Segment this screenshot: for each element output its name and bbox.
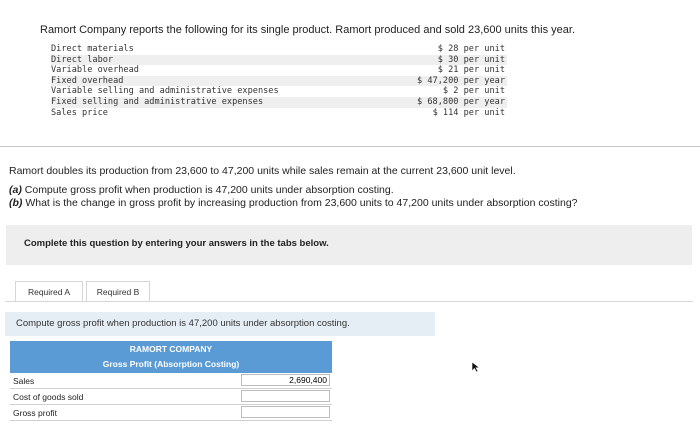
cost-value: $ 47,200 per year [417,75,505,86]
requirement-a [9,184,394,196]
instruction-text: Complete this question by entering your answers in the tabs below. [24,238,329,249]
problem-statement [0,0,700,147]
cost-label: Sales price [51,107,108,118]
requirement-b [9,197,578,209]
statement-row-gross-profit [10,405,332,421]
cost-value: $ 28 per unit [437,44,505,54]
row-label: Cost of goods sold [13,392,84,402]
requirement-text: What is the change in gross profit by increasing production from 23,600 units to 47,200 units under absorption costing? [25,197,578,209]
cost-label: Fixed selling and administrative expenses [51,96,264,107]
prompt-text: Compute gross profit when production is 47,200 units under absorption costing. [16,318,350,329]
cost-label: Variable selling and administrative expenses [51,86,279,97]
gross-profit-input[interactable] [241,406,330,418]
requirement-text: Compute gross profit when production is 47,200 units under absorption costing. [24,184,394,196]
cost-row [51,55,507,66]
row-label: Sales [13,376,35,386]
cost-row [51,86,507,97]
statement-body [10,373,332,421]
mouse-cursor-icon [471,361,481,373]
row-label: Gross profit [13,408,57,418]
cost-value: $ 114 per unit [432,107,505,118]
sales-input[interactable] [241,374,330,386]
statement-row-sales [10,373,332,389]
cost-row [51,97,507,108]
tab-panel [5,301,693,437]
cost-label: Direct labor [51,54,114,65]
prompt-bar [5,312,435,336]
statement-header [10,341,332,373]
scenario-text: Ramort doubles its production from 23,600 to 47,200 units while sales remain at the current 23,600 unit level. [9,165,516,177]
cost-value: $ 68,800 per year [417,96,505,107]
cost-row [51,65,507,76]
cost-label: Variable overhead [51,65,139,76]
statement-row-cogs [10,389,332,405]
cost-row [51,108,507,119]
cost-value: $ 30 per unit [437,54,505,65]
tab-required-a[interactable]: Required A [15,281,83,302]
requirement-key: (a) [9,184,22,196]
requirement-key: (b) [9,197,23,209]
cost-label: Fixed overhead [51,75,124,86]
cogs-input[interactable] [241,390,330,402]
cost-row [51,76,507,87]
tab-required-b[interactable]: Required B [86,281,150,302]
intro-text: Ramort Company reports the following for its single product. Ramort produced and sold 23,600 units this year. [40,24,575,36]
cost-row [51,44,507,55]
cost-label: Direct materials [51,44,134,54]
statement-title: Gross Profit (Absorption Costing) [102,359,240,369]
instruction-panel [6,225,692,265]
cost-value: $ 2 per unit [442,86,505,97]
cost-list [51,44,507,118]
cost-value: $ 21 per unit [437,65,505,76]
company-name: RAMORT COMPANY [129,344,213,354]
